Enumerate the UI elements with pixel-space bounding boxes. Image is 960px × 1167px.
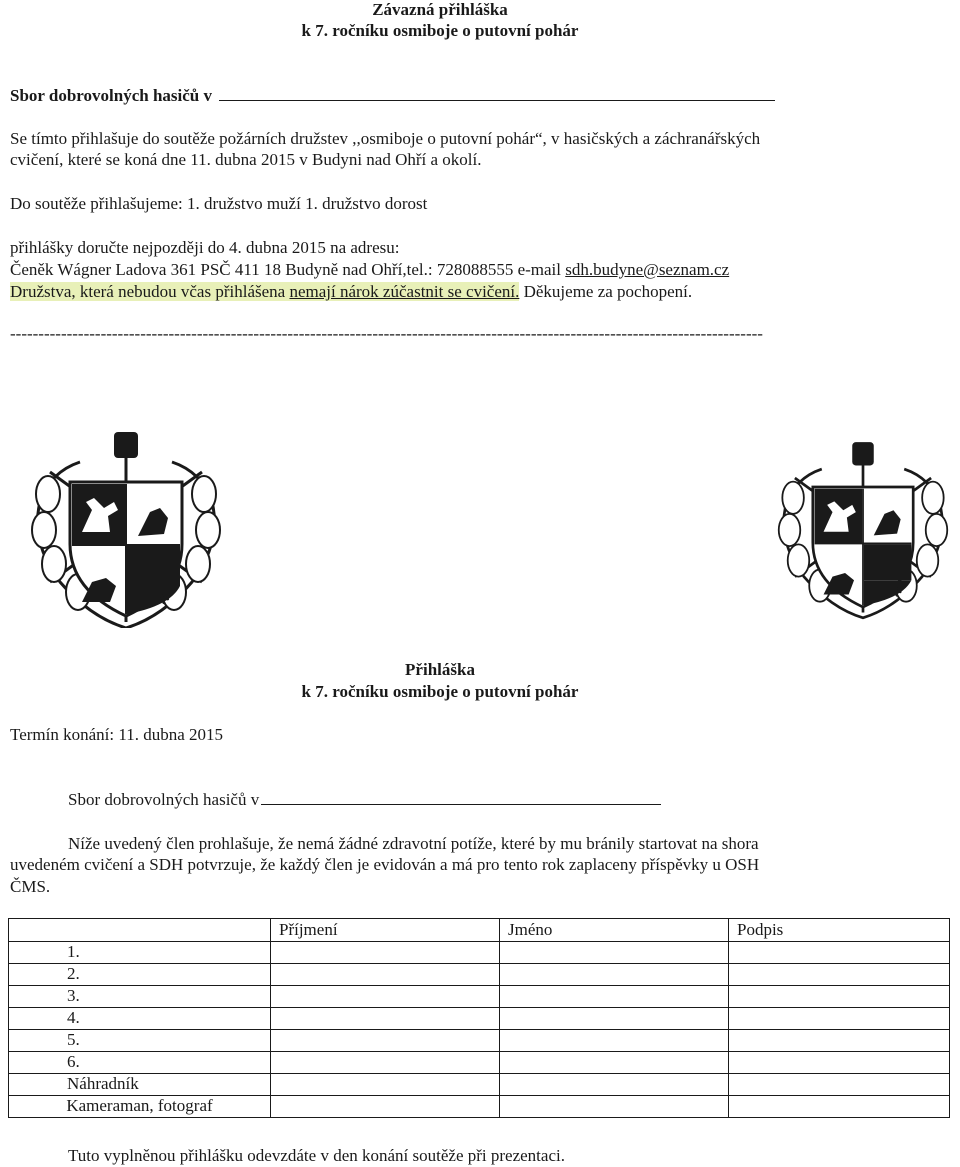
row-label: 3. [9,986,271,1008]
svg-text:✣: ✣ [891,584,903,600]
deadline-text: přihlášky doručte nejpozději do 4. dubna 2015 na adresu: [10,238,400,257]
table-header-row [9,919,950,942]
event-date: Termín konání: 11. dubna 2015 [10,725,224,744]
coat-of-arms-right-icon [768,432,958,628]
page-title: Závazná přihláška [372,0,508,19]
coat-of-arms-left-icon [20,432,232,628]
surname-cell[interactable] [271,1030,500,1052]
signature-cell[interactable] [729,1096,950,1118]
table-row [9,1074,950,1096]
form-subtitle: k 7. ročníku osmiboje o putovní pohár [301,682,579,701]
column-header-surname: Příjmení [271,919,500,942]
table-row [9,1008,950,1030]
svg-text:✣: ✣ [158,592,170,608]
table-row [9,1096,950,1118]
name-cell[interactable] [500,1008,729,1030]
surname-cell[interactable] [271,1074,500,1096]
name-cell[interactable] [500,964,729,986]
table-row [9,942,950,964]
registration-text: Do soutěže přihlašujeme: 1. družstvo muží 1. družstvo dorost [10,194,428,213]
signature-cell[interactable] [729,1008,950,1030]
page-subtitle: k 7. ročníku osmiboje o putovní pohár [301,21,579,40]
declaration-line-2: uvedeném cvičení a SDH potvrzuje, že každý člen je evidován a má pro tento rok zaplaceny příspěvky u OSH [10,855,760,874]
table-header-empty [9,919,271,942]
sbor-label-2: Sbor dobrovolných hasičů v [68,790,260,809]
warning-text: Družstva, která nebudou včas přihlášena [10,282,290,301]
sbor-label: Sbor dobrovolných hasičů v [10,86,213,105]
signature-cell[interactable] [729,1074,950,1096]
name-cell[interactable] [500,986,729,1008]
row-label-cameraman: Kameraman, fotograf [9,1096,271,1118]
surname-cell[interactable] [271,1096,500,1118]
table-row [9,964,950,986]
row-label-substitute: Náhradník [9,1074,271,1096]
name-cell[interactable] [500,1096,729,1118]
members-table [8,918,950,1118]
sbor-name-field[interactable] [219,86,775,101]
signature-cell[interactable] [729,942,950,964]
intro-line-2: cvičení, které se koná dne 11. dubna 2015 v Budyni nad Ohří a okolí. [10,150,482,169]
address-line [10,260,729,281]
name-cell[interactable] [500,1030,729,1052]
row-label: 2. [9,964,271,986]
column-header-signature: Podpis [729,919,950,942]
row-label: 4. [9,1008,271,1030]
thanks-text: Děkujeme za pochopení. [519,282,693,301]
surname-cell[interactable] [271,1052,500,1074]
sbor-row-2 [68,790,661,811]
signature-cell[interactable] [729,1052,950,1074]
signature-cell[interactable] [729,964,950,986]
footer-note: Tuto vyplněnou přihlášku odevzdáte v den konání soutěže při prezentaci. [68,1146,565,1165]
declaration-line-3: ČMS. [10,877,51,896]
name-cell[interactable] [500,942,729,964]
surname-cell[interactable] [271,1008,500,1030]
column-header-name: Jméno [500,919,729,942]
declaration-line-1: Níže uvedený člen prohlašuje, že nemá žádné zdravotní potíže, které by mu bránily startovat na shora [68,834,759,853]
row-label: 1. [9,942,271,964]
warning-underlined: nemají nárok zúčastnit se cvičení. [289,282,520,301]
warning-line [10,282,692,303]
email-link[interactable]: sdh.budyne@seznam.cz [565,260,730,279]
signature-cell[interactable] [729,986,950,1008]
table-row [9,986,950,1008]
cut-line: ------------------------------------------------------------------------------------------------------------------------------------- [10,324,763,343]
form-title: Přihláška [405,660,475,679]
surname-cell[interactable] [271,942,500,964]
sbor-name-field-2[interactable] [261,790,661,805]
name-cell[interactable] [500,1052,729,1074]
row-label: 6. [9,1052,271,1074]
table-row [9,1052,950,1074]
signature-cell[interactable] [729,1030,950,1052]
surname-cell[interactable] [271,964,500,986]
table-row [9,1030,950,1052]
row-label: 5. [9,1030,271,1052]
intro-line-1: Se tímto přihlašuje do soutěže požárních družstev ,,osmiboje o putovní pohár“, v hasičských a záchranářských [10,129,761,148]
sbor-row [10,86,775,107]
name-cell[interactable] [500,1074,729,1096]
address-text: Čeněk Wágner Ladova 361 PSČ 411 18 Budyně nad Ohří,tel.: 728088555 e-mail [10,260,566,279]
surname-cell[interactable] [271,986,500,1008]
